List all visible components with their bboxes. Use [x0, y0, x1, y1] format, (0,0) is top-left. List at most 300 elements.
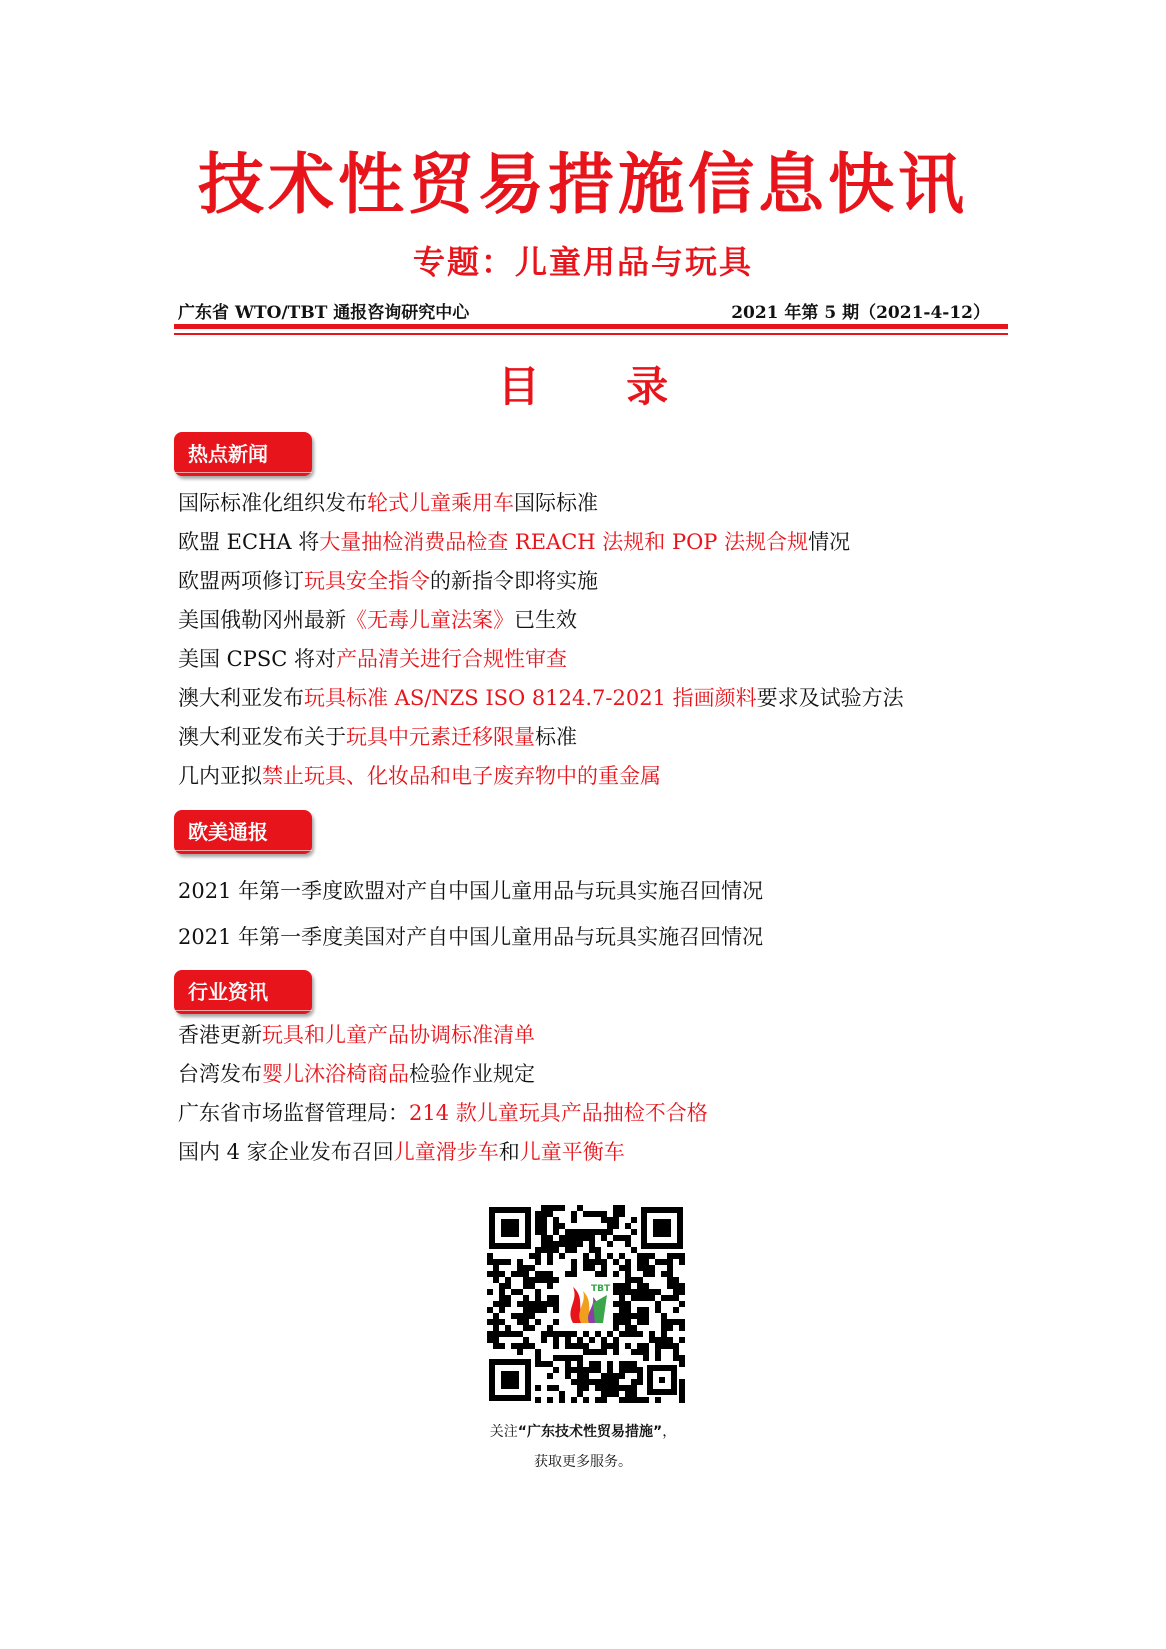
qr-module	[613, 1325, 619, 1331]
toc-item-text: 情况	[808, 530, 851, 554]
issuer-name: 广东省 WTO/TBT 通报咨询研究中心	[178, 303, 470, 323]
qr-module	[493, 1313, 499, 1319]
qr-module	[547, 1241, 553, 1247]
qr-module	[541, 1361, 547, 1367]
follow-account-name[interactable]: “广东技术性贸易措施”	[517, 1424, 663, 1440]
qr-module	[565, 1229, 571, 1235]
qr-module	[667, 1295, 673, 1301]
toc-item-text: 的新指令即将实施	[430, 569, 598, 593]
qr-module	[607, 1331, 613, 1337]
qr-module	[493, 1325, 499, 1331]
qr-module	[625, 1301, 631, 1307]
qr-module	[577, 1241, 583, 1247]
qr-module	[571, 1265, 577, 1271]
qr-module	[547, 1397, 553, 1403]
newsletter-title: 技术性贸易措施信息快讯	[198, 146, 968, 223]
qr-module	[565, 1373, 571, 1379]
qr-module	[523, 1277, 529, 1283]
qr-module	[637, 1265, 643, 1271]
section-tag-eu-us-notifications: 欧美通报	[174, 810, 312, 854]
qr-module	[517, 1331, 523, 1337]
qr-module	[547, 1331, 553, 1337]
qr-module	[541, 1247, 547, 1253]
qr-module	[553, 1337, 559, 1343]
qr-module	[625, 1397, 631, 1403]
qr-module	[673, 1343, 679, 1349]
issue-number: 2021 年第 5 期（2021-4-12）	[731, 303, 990, 323]
qr-module	[529, 1253, 535, 1259]
qr-module	[607, 1229, 613, 1235]
qr-module	[643, 1355, 649, 1361]
qr-module	[553, 1241, 559, 1247]
qr-module	[571, 1217, 577, 1223]
qr-module	[625, 1313, 631, 1319]
qr-module	[643, 1265, 649, 1271]
qr-module	[541, 1229, 547, 1235]
qr-module	[547, 1325, 553, 1331]
qr-module	[577, 1367, 583, 1373]
qr-module	[613, 1211, 619, 1217]
qr-module	[541, 1307, 547, 1313]
qr-module	[619, 1307, 625, 1313]
qr-module	[559, 1397, 565, 1403]
qr-module	[637, 1253, 643, 1259]
qr-module	[523, 1325, 529, 1331]
qr-module	[571, 1235, 577, 1241]
qr-module	[619, 1373, 625, 1379]
qr-module	[595, 1379, 601, 1385]
qr-module	[601, 1397, 607, 1403]
qr-module	[631, 1277, 637, 1283]
qr-module	[553, 1355, 559, 1361]
toc-item[interactable]	[178, 566, 598, 596]
qr-module	[565, 1361, 571, 1367]
qr-module	[505, 1283, 511, 1289]
qr-module	[505, 1259, 511, 1265]
qr-module	[601, 1343, 607, 1349]
qr-module	[673, 1253, 679, 1259]
qr-module	[529, 1265, 535, 1271]
qr-module	[613, 1319, 619, 1325]
qr-module	[601, 1259, 607, 1265]
qr-module	[667, 1325, 673, 1331]
qr-module	[505, 1295, 511, 1301]
qr-module	[493, 1259, 499, 1265]
qr-module	[637, 1349, 643, 1355]
qr-module	[571, 1259, 577, 1265]
qr-module	[643, 1283, 649, 1289]
qr-module	[499, 1259, 505, 1265]
qr-module	[649, 1337, 655, 1343]
follow-suffix: ，	[662, 1424, 677, 1440]
qr-module	[517, 1343, 523, 1349]
qr-module	[607, 1367, 613, 1373]
qr-module	[541, 1223, 547, 1229]
qr-module	[553, 1301, 559, 1307]
qr-module	[553, 1223, 559, 1229]
qr-module	[583, 1235, 589, 1241]
qr-module	[661, 1313, 667, 1319]
qr-module	[667, 1319, 673, 1325]
qr-module	[655, 1337, 661, 1343]
qr-module	[643, 1259, 649, 1265]
qr-module	[565, 1355, 571, 1361]
qr-module	[535, 1307, 541, 1313]
qr-module	[613, 1271, 619, 1277]
qr-module	[583, 1265, 589, 1271]
qr-module	[487, 1259, 493, 1265]
qr-module	[511, 1289, 517, 1295]
qr-module	[523, 1343, 529, 1349]
qr-module	[679, 1289, 685, 1295]
qr-module	[577, 1361, 583, 1367]
qr-module	[625, 1289, 631, 1295]
qr-module	[517, 1265, 523, 1271]
qr-module	[589, 1247, 595, 1253]
qr-module	[679, 1391, 685, 1397]
toc-title: 目 录	[497, 362, 705, 411]
toc-item-text: 欧盟 ECHA 将	[178, 530, 320, 554]
qr-module	[493, 1277, 499, 1283]
qr-module	[535, 1223, 541, 1229]
qr-module	[637, 1295, 643, 1301]
qr-module	[649, 1271, 655, 1277]
qr-module	[499, 1343, 505, 1349]
qr-module	[595, 1361, 601, 1367]
tbt-logo-icon	[561, 1279, 611, 1329]
qr-module	[655, 1259, 661, 1265]
qr-module	[601, 1229, 607, 1235]
qr-module	[655, 1343, 661, 1349]
qr-module	[547, 1361, 553, 1367]
qr-module	[571, 1379, 577, 1385]
qr-module	[613, 1313, 619, 1319]
qr-module	[637, 1277, 643, 1283]
qr-module	[625, 1241, 631, 1247]
qr-module	[583, 1253, 589, 1259]
qr-module	[589, 1379, 595, 1385]
qr-module	[619, 1313, 625, 1319]
qr-module	[583, 1349, 589, 1355]
qr-module	[643, 1289, 649, 1295]
qr-module	[589, 1361, 595, 1367]
qr-module	[607, 1343, 613, 1349]
toc-item[interactable]	[178, 1098, 708, 1128]
toc-item-text: 国际标准	[514, 491, 598, 515]
qr-module	[637, 1343, 643, 1349]
qr-module	[673, 1349, 679, 1355]
qr-module	[619, 1283, 625, 1289]
qr-module	[643, 1271, 649, 1277]
qr-module	[631, 1397, 637, 1403]
qr-module	[571, 1247, 577, 1253]
qr-module	[547, 1385, 553, 1391]
qr-module	[595, 1349, 601, 1355]
qr-module	[637, 1397, 643, 1403]
toc-item[interactable]	[178, 488, 598, 518]
toc-item-highlight: 玩具中元素迁移限量	[346, 725, 535, 749]
qr-module	[619, 1289, 625, 1295]
qr-module	[667, 1343, 673, 1349]
toc-item-text: 几内亚拟	[178, 764, 262, 788]
qr-module	[619, 1385, 625, 1391]
qr-module	[661, 1325, 667, 1331]
toc-item-highlight: 婴儿沐浴椅商品	[262, 1062, 409, 1086]
qr-module	[499, 1331, 505, 1337]
qr-module	[679, 1253, 685, 1259]
qr-module	[655, 1289, 661, 1295]
qr-module	[679, 1361, 685, 1367]
qr-module	[679, 1259, 685, 1265]
qr-module	[559, 1205, 565, 1211]
qr-module	[625, 1235, 631, 1241]
qr-module	[631, 1349, 637, 1355]
header-rule-thin	[174, 333, 1008, 335]
qr-module	[661, 1295, 667, 1301]
toc-item[interactable]	[178, 876, 763, 906]
qr-finder-top-right	[641, 1207, 683, 1249]
qr-module	[547, 1295, 553, 1301]
qr-module	[625, 1307, 631, 1313]
qr-module	[619, 1295, 625, 1301]
qr-module	[655, 1397, 661, 1403]
qr-module	[541, 1211, 547, 1217]
toc-item[interactable]	[178, 683, 904, 713]
qr-module	[625, 1259, 631, 1265]
qr-module	[499, 1295, 505, 1301]
qr-module	[661, 1337, 667, 1343]
qr-module	[649, 1265, 655, 1271]
qr-module	[673, 1283, 679, 1289]
qr-module	[613, 1379, 619, 1385]
qr-module	[679, 1301, 685, 1307]
qr-module	[589, 1241, 595, 1247]
qr-module	[571, 1343, 577, 1349]
qr-module	[577, 1229, 583, 1235]
qr-module	[541, 1235, 547, 1241]
qr-module	[547, 1301, 553, 1307]
qr-module	[673, 1307, 679, 1313]
qr-module	[673, 1289, 679, 1295]
qr-module	[535, 1385, 541, 1391]
qr-module	[541, 1205, 547, 1211]
toc-item[interactable]	[178, 1020, 535, 1050]
qr-module	[589, 1259, 595, 1265]
qr-module	[631, 1361, 637, 1367]
qr-module	[505, 1301, 511, 1307]
qr-module	[577, 1379, 583, 1385]
toc-item-text: 美国俄勒冈州最新	[178, 608, 346, 632]
qr-module	[595, 1385, 601, 1391]
qr-module	[655, 1349, 661, 1355]
qr-module	[565, 1343, 571, 1349]
qr-module	[613, 1391, 619, 1397]
qr-module	[625, 1325, 631, 1331]
qr-module	[607, 1385, 613, 1391]
qr-module	[559, 1241, 565, 1247]
qr-module	[499, 1307, 505, 1313]
qr-module	[493, 1343, 499, 1349]
toc-item-highlight: 玩具安全指令	[304, 569, 430, 593]
qr-module	[643, 1307, 649, 1313]
qr-module	[625, 1319, 631, 1325]
qr-module	[679, 1385, 685, 1391]
qr-module	[625, 1385, 631, 1391]
qr-module	[535, 1295, 541, 1301]
qr-module	[631, 1385, 637, 1391]
qr-module	[595, 1247, 601, 1253]
qr-module	[619, 1331, 625, 1337]
qr-module	[613, 1373, 619, 1379]
toc-item-text: 美国 CPSC 将对	[178, 647, 337, 671]
qr-module	[589, 1349, 595, 1355]
qr-module	[667, 1265, 673, 1271]
qr-module	[661, 1271, 667, 1277]
qr-module	[613, 1223, 619, 1229]
qr-module	[577, 1235, 583, 1241]
tbt-logo-text: TBT	[591, 1284, 611, 1294]
qr-module	[571, 1355, 577, 1361]
qr-module	[535, 1247, 541, 1253]
qr-module	[535, 1349, 541, 1355]
qr-module	[625, 1265, 631, 1271]
qr-module	[511, 1343, 517, 1349]
section-tag-hot-news: 热点新闻	[174, 432, 312, 476]
qr-module	[637, 1283, 643, 1289]
qr-module	[565, 1241, 571, 1247]
qr-module	[571, 1331, 577, 1337]
qr-module	[649, 1331, 655, 1337]
qr-module	[505, 1277, 511, 1283]
qr-module	[637, 1331, 643, 1337]
qr-module	[553, 1205, 559, 1211]
qr-module	[499, 1289, 505, 1295]
qr-module	[541, 1337, 547, 1343]
qr-module	[547, 1271, 553, 1277]
qr-module	[493, 1337, 499, 1343]
qr-module	[661, 1343, 667, 1349]
qr-module	[601, 1271, 607, 1277]
qr-module	[667, 1253, 673, 1259]
qr-module	[619, 1205, 625, 1211]
qr-module	[631, 1331, 637, 1337]
qr-module	[583, 1379, 589, 1385]
toc-item-highlight: 轮式儿童乘用车	[367, 491, 514, 515]
qr-module	[577, 1385, 583, 1391]
qr-module	[667, 1259, 673, 1265]
qr-module	[625, 1277, 631, 1283]
qr-module	[571, 1211, 577, 1217]
qr-module	[541, 1301, 547, 1307]
qr-module	[619, 1367, 625, 1373]
qr-module	[607, 1217, 613, 1223]
qr-module	[493, 1271, 499, 1277]
qr-module	[523, 1319, 529, 1325]
qr-module	[655, 1301, 661, 1307]
qr-module	[577, 1337, 583, 1343]
qr-module	[571, 1397, 577, 1403]
qr-module	[583, 1229, 589, 1235]
toc-item-text: 检验作业规定	[409, 1062, 535, 1086]
qr-module	[643, 1349, 649, 1355]
qr-module	[595, 1253, 601, 1259]
qr-module	[553, 1343, 559, 1349]
toc-item[interactable]	[178, 527, 850, 557]
qr-module	[565, 1331, 571, 1337]
qr-module	[547, 1277, 553, 1283]
qr-module	[565, 1271, 571, 1277]
qr-module	[619, 1235, 625, 1241]
qr-module	[607, 1223, 613, 1229]
toc-item-highlight: 玩具和儿童产品协调标准清单	[262, 1023, 535, 1047]
qr-module	[529, 1325, 535, 1331]
qr-module	[535, 1289, 541, 1295]
qr-module	[601, 1349, 607, 1355]
toc-item[interactable]	[178, 1059, 535, 1089]
toc-item[interactable]	[178, 722, 577, 752]
qr-module	[631, 1367, 637, 1373]
qr-module	[595, 1367, 601, 1373]
toc-item[interactable]	[178, 1137, 625, 1167]
toc-item-highlight: 禁止玩具、化妆品和电子废弃物中的重金属	[262, 764, 661, 788]
qr-module	[559, 1253, 565, 1259]
qr-module	[589, 1235, 595, 1241]
qr-module	[625, 1223, 631, 1229]
qr-module	[637, 1289, 643, 1295]
toc-item[interactable]	[178, 605, 577, 635]
qr-module	[613, 1349, 619, 1355]
toc-item-text: 台湾发布	[178, 1062, 262, 1086]
qr-module	[637, 1319, 643, 1325]
qr-code-icon[interactable]	[487, 1205, 685, 1403]
qr-module	[613, 1343, 619, 1349]
qr-module	[589, 1229, 595, 1235]
qr-module	[583, 1373, 589, 1379]
qr-module	[625, 1391, 631, 1397]
qr-module	[553, 1367, 559, 1373]
qr-module	[613, 1235, 619, 1241]
qr-module	[601, 1373, 607, 1379]
toc-item-text: 广东省市场监督管理局：	[178, 1101, 409, 1125]
qr-module	[625, 1331, 631, 1337]
qr-module	[673, 1295, 679, 1301]
qr-module	[487, 1289, 493, 1295]
qr-module	[595, 1229, 601, 1235]
qr-module	[499, 1319, 505, 1325]
qr-module	[643, 1295, 649, 1301]
qr-module	[583, 1397, 589, 1403]
follow-note	[0, 1420, 1166, 1444]
qr-module	[523, 1295, 529, 1301]
qr-module	[631, 1325, 637, 1331]
qr-module	[583, 1331, 589, 1337]
qr-module	[517, 1319, 523, 1325]
qr-module	[553, 1295, 559, 1301]
qr-module	[601, 1265, 607, 1271]
qr-module	[589, 1367, 595, 1373]
qr-module	[613, 1385, 619, 1391]
toc-item-text: 和	[498, 1140, 520, 1164]
qr-module	[487, 1307, 493, 1313]
qr-module	[493, 1319, 499, 1325]
qr-module	[517, 1349, 523, 1355]
qr-module	[655, 1355, 661, 1361]
toc-item[interactable]	[178, 644, 567, 674]
toc-item[interactable]	[178, 761, 661, 791]
qr-module	[637, 1373, 643, 1379]
toc-item[interactable]	[178, 922, 763, 952]
toc-item-highlight: 儿童平衡车	[519, 1140, 625, 1164]
